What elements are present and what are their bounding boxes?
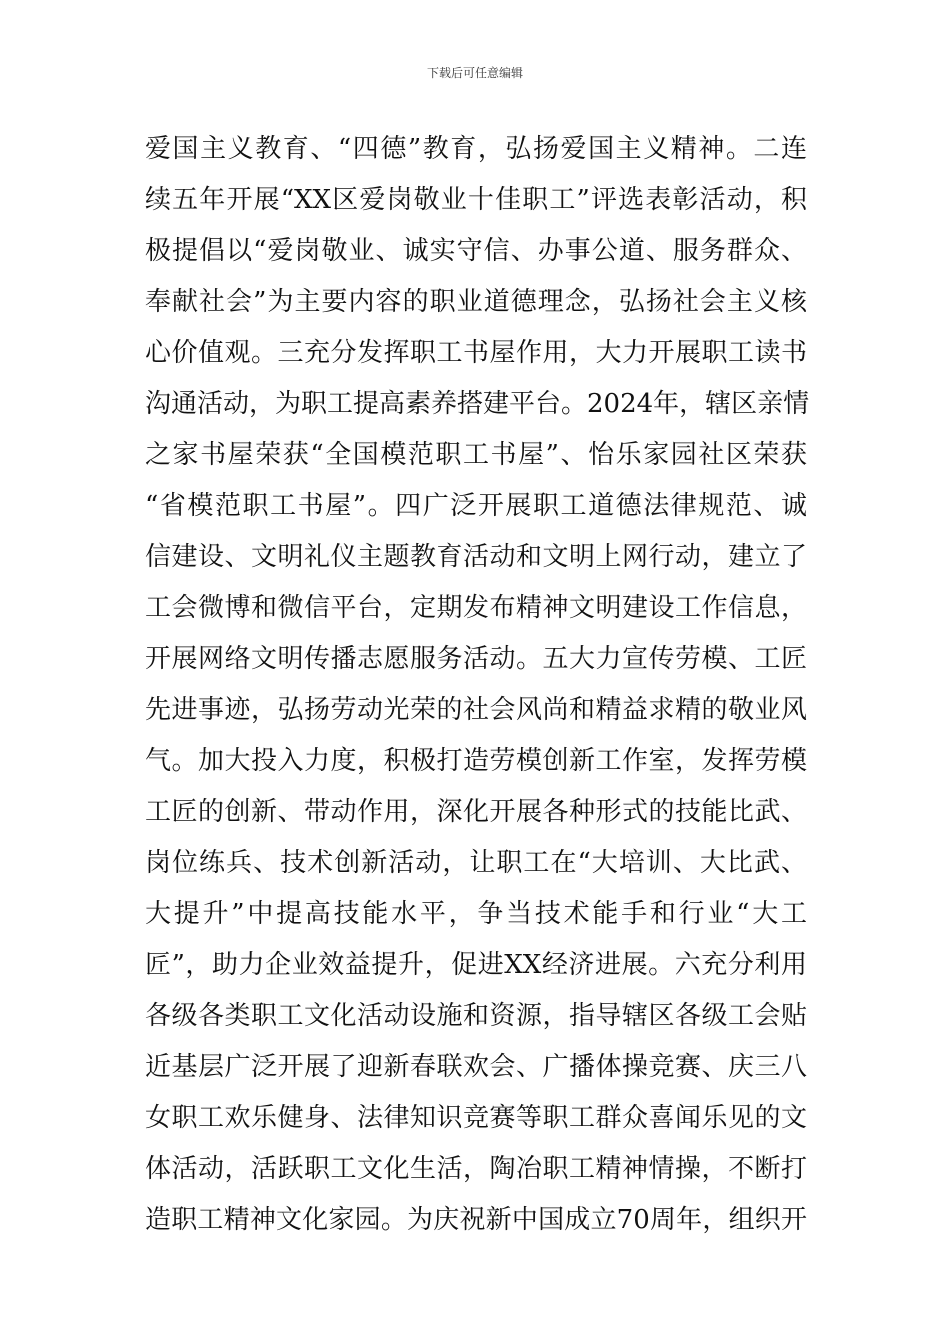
text-line: 近基层广泛开展了迎新春联欢会、广播体操竞赛、庆三八 [145,1052,807,1082]
text-line: 信建设、文明礼仪主题教育活动和文明上网行动，建立了 [145,542,807,572]
text-line: 极提倡以“爱岗敬业、诚实守信、办事公道、服务群众、 [145,236,807,266]
text-line: 工会微博和微信平台，定期发布精神文明建设工作信息， [145,593,807,623]
text-line: 心价值观。三充分发挥职工书屋作用，大力开展职工读书 [145,338,807,368]
page-header: 下载后可任意编辑 [426,66,523,80]
text-line: 造职工精神文化家园。为庆祝新中国成立70周年，组织开 [145,1205,807,1235]
text-line: 沟通活动，为职工提高素养搭建平台。2024年，辖区亲情 [145,389,810,419]
text-line: 之家书屋荣获“全国模范职工书屋”、怡乐家园社区荣获 [145,440,807,470]
document-body [145,124,810,1246]
text-line: 先进事迹，弘扬劳动光荣的社会风尚和精益求精的敬业风 [145,695,807,725]
text-line: 岗位练兵、技术创新活动，让职工在“大培训、大比武、 [145,848,807,878]
text-line: 开展网络文明传播志愿服务活动。五大力宣传劳模、工匠 [145,644,807,674]
text-line: 爱国主义教育、“四德”教育，弘扬爱国主义精神。二连 [145,134,807,164]
text-line: 女职工欢乐健身、法律知识竞赛等职工群众喜闻乐见的文 [145,1103,807,1133]
text-line: 工匠的创新、带动作用，深化开展各种形式的技能比武、 [145,797,807,827]
text-line: 各级各类职工文化活动设施和资源，指导辖区各级工会贴 [145,1001,807,1031]
text-line: 大提升”中提高技能水平，争当技术能手和行业“大工 [145,899,807,929]
text-line: 气。加大投入力度，积极打造劳模创新工作室，发挥劳模 [145,746,807,776]
text-line: 续五年开展“XX区爱岗敬业十佳职工”评选表彰活动，积 [145,185,807,215]
text-line: “省模范职工书屋”。四广泛开展职工道德法律规范、诚 [145,491,807,521]
text-line: 奉献社会”为主要内容的职业道德理念，弘扬社会主义核 [145,287,807,317]
text-line: 匠”，助力企业效益提升，促进XX经济进展。六充分利用 [145,950,807,980]
text-line: 体活动，活跃职工文化生活，陶冶职工精神情操，不断打 [145,1154,807,1184]
